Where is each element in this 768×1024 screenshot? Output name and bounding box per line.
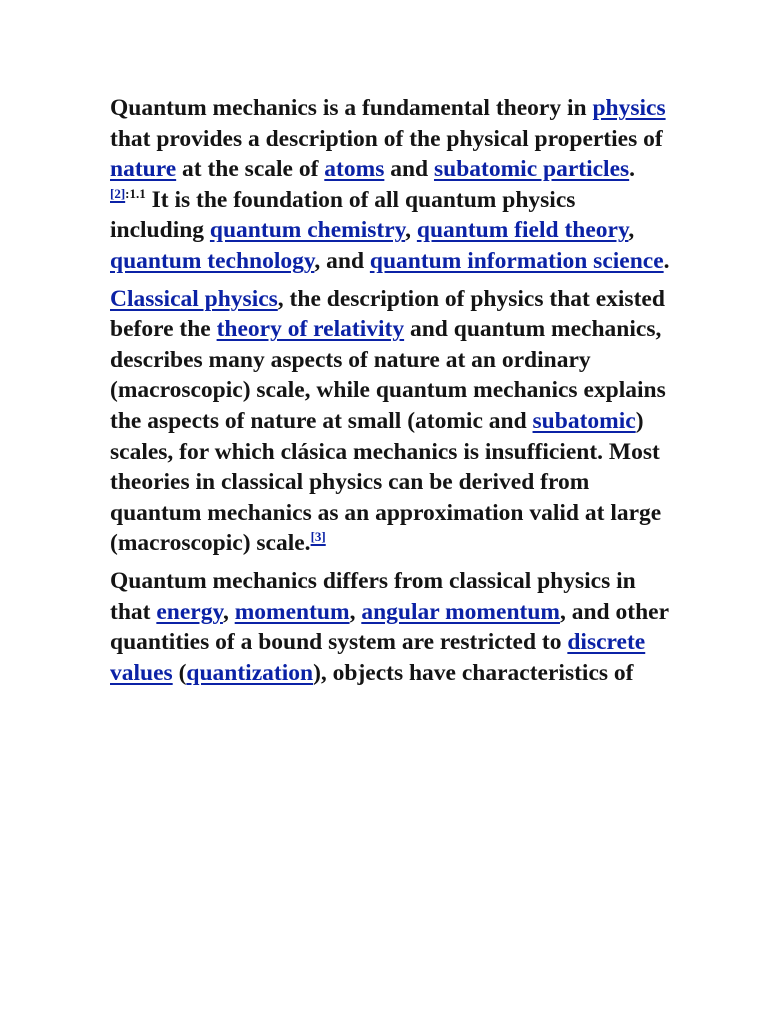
body-text: , and other quantities of a bound system are restricted to xyxy=(110,598,669,656)
body-text: , xyxy=(405,217,417,244)
citation-2 xyxy=(110,186,146,201)
link-theory-of-relativity[interactable]: theory of relativity xyxy=(216,316,405,343)
body-text: , xyxy=(222,598,235,625)
body-text: ) scales, for which clásica mechanics is insufficient. Most theories in classical physics can be derived from quantum mechanics as an approximation valid at large (macroscopic) scale. xyxy=(110,407,662,557)
link-quantum-information-science[interactable]: quantum information science xyxy=(369,247,664,274)
citation-link[interactable]: [3] xyxy=(310,529,326,545)
body-text: , xyxy=(349,598,362,625)
link-physics[interactable]: physics xyxy=(592,95,666,121)
body-text: , xyxy=(628,217,635,244)
body-text: that provides a description of the physical properties of xyxy=(110,125,663,152)
body-text: and quantum mechanics, describes many aspects of nature at an ordinary (macroscopic) scale, while quantum mechanics explains the aspects of nature at small (atomic and xyxy=(110,316,666,434)
body-text: , and xyxy=(314,247,370,274)
citation-link[interactable]: [2] xyxy=(110,185,126,201)
link-atoms[interactable]: atoms xyxy=(324,156,385,183)
link-quantum-chemistry[interactable]: quantum chemistry xyxy=(209,217,406,244)
link-quantum-field-theory[interactable]: quantum field theory xyxy=(416,217,629,244)
paragraph-intro xyxy=(110,93,670,277)
link-momentum[interactable]: momentum xyxy=(234,598,350,625)
body-text: . xyxy=(663,247,670,274)
link-angular-momentum[interactable]: angular momentum xyxy=(361,598,560,625)
link-quantum-technology[interactable]: quantum technology xyxy=(110,247,315,274)
body-text: ), objects have characteristics of xyxy=(313,659,634,686)
citation-pages: :1.1 xyxy=(125,185,146,201)
citation-3 xyxy=(311,529,326,544)
paragraph-differences xyxy=(110,566,670,688)
body-text: and xyxy=(384,156,434,183)
article-body xyxy=(110,93,670,695)
link-classical-physics[interactable]: Classical physics xyxy=(110,285,278,312)
link-energy[interactable]: energy xyxy=(156,598,223,625)
body-text: Quantum mechanics differs from classical physics in that xyxy=(110,567,636,625)
body-text: . xyxy=(629,156,636,183)
body-text: Quantum mechanics is a fundamental theory in xyxy=(110,95,593,121)
link-subatomic-particles[interactable]: subatomic particles xyxy=(433,156,630,183)
body-text: at the scale of xyxy=(176,156,325,183)
link-quantization[interactable]: quantization xyxy=(186,659,314,686)
body-text: It is the foundation of all quantum physics including xyxy=(110,186,576,244)
body-text: , the description of physics that existed before the xyxy=(110,285,665,343)
link-nature[interactable]: nature xyxy=(110,156,177,183)
link-discrete-values[interactable]: discrete values xyxy=(110,629,646,686)
body-text: ( xyxy=(172,659,187,686)
paragraph-classical-physics xyxy=(110,284,670,559)
link-subatomic[interactable]: subatomic xyxy=(532,407,636,434)
